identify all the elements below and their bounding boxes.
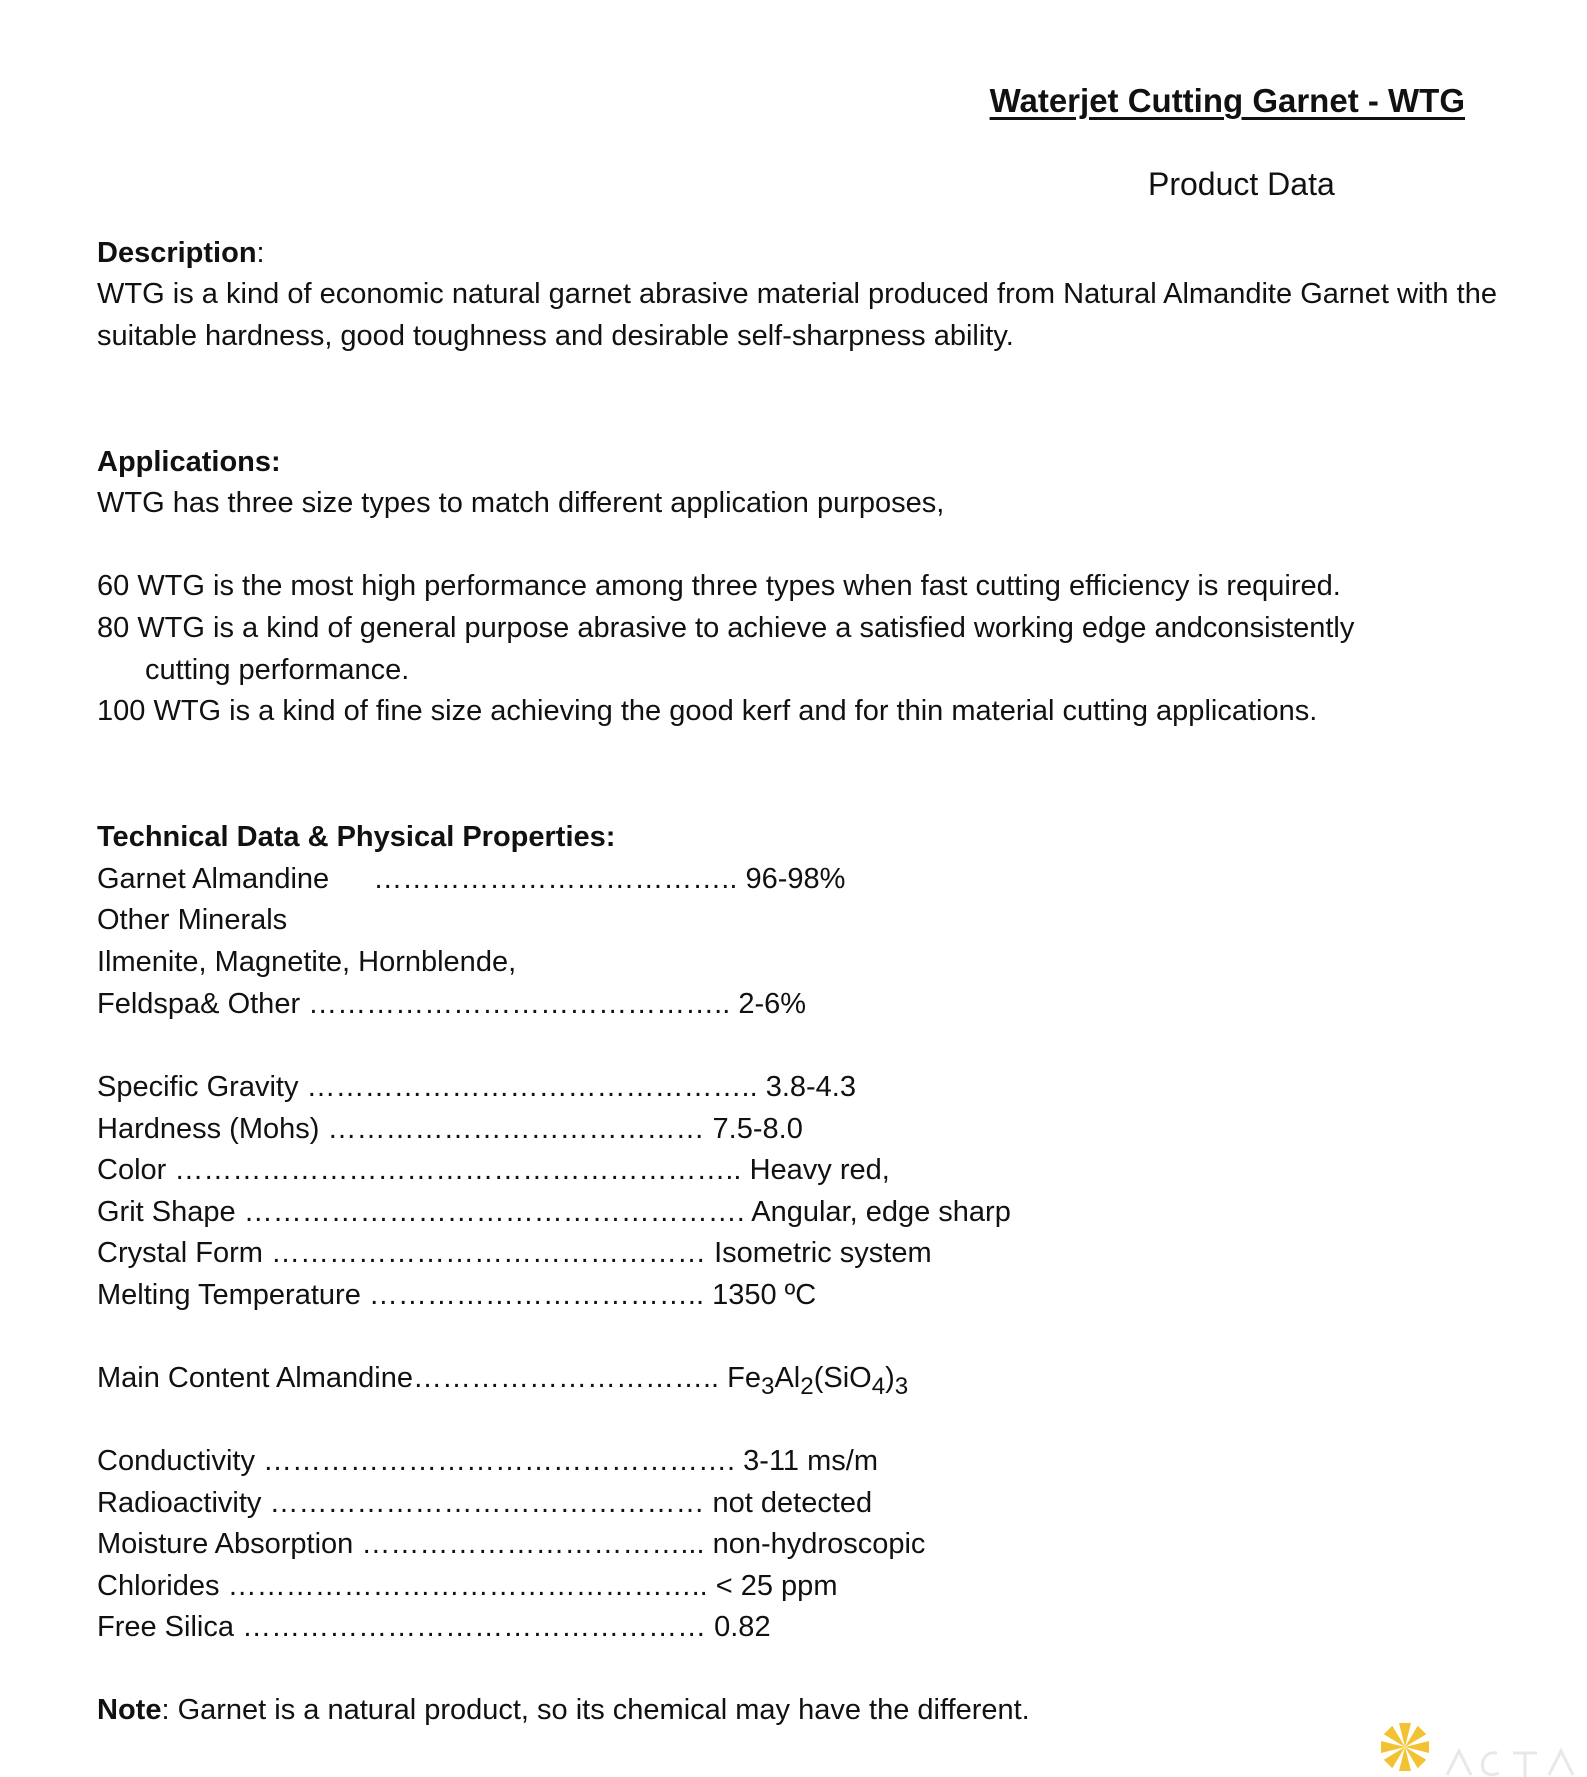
prop-leader: ……………………………... <box>361 1528 705 1560</box>
prop-label: Chlorides <box>97 1570 220 1602</box>
prop-feldspa-other <box>97 983 806 1025</box>
prop-chlorides <box>97 1565 837 1607</box>
prop-label: Crystal Form <box>97 1237 263 1269</box>
prop-value: Isometric system <box>714 1237 932 1269</box>
watermark-logo <box>1367 1705 1587 1777</box>
prop-leader: ……………………………………… <box>271 1237 707 1269</box>
prop-specific-gravity <box>97 1066 856 1108</box>
note-line <box>97 1689 1030 1731</box>
prop-leader: ……………………………………… <box>269 1487 705 1519</box>
application-item-100: 100 WTG is a kind of fine size achieving the good kerf and for thin material cutting applications. <box>97 695 1318 727</box>
prop-leader: …………………………………….. <box>308 988 731 1020</box>
prop-value: 3.8-4.3 <box>765 1071 856 1103</box>
prop-value: 96-98% <box>745 863 846 895</box>
prop-leader: ……………………………………………. <box>243 1196 745 1228</box>
prop-leader: ………………………………………….. <box>227 1570 708 1602</box>
chemical-formula: $Fe_3Al_2(SiO_4)_3$ <box>727 1362 909 1400</box>
prop-main-content <box>97 1357 908 1408</box>
ilmenite-line: Ilmenite, Magnetite, Hornblende, <box>97 946 517 978</box>
prop-leader: …………………………….. <box>368 1279 705 1311</box>
prop-label: Garnet Almandine <box>97 863 330 895</box>
prop-leader: ………………………………… <box>327 1113 705 1145</box>
prop-moisture-absorption <box>97 1523 925 1565</box>
prop-value: 7.5-8.0 <box>712 1113 803 1145</box>
prop-free-silica <box>97 1606 771 1648</box>
prop-value: 3-11 ms/m <box>743 1445 878 1477</box>
description-heading: Description <box>97 237 257 269</box>
prop-garnet-almandine <box>97 858 845 900</box>
prop-leader: ………………………….. <box>412 1362 720 1394</box>
prop-conductivity <box>97 1440 878 1482</box>
prop-leader: ………………………………………………….. <box>174 1154 742 1186</box>
prop-leader: …………………………………………. <box>263 1445 736 1477</box>
application-item-80: 80 WTG is a kind of general purpose abrasive to achieve a satisfied working edge andconsistently cutting performance. <box>97 612 1355 686</box>
document-subtitle: Product Data <box>1148 166 1335 202</box>
prop-label: Grit Shape <box>97 1196 236 1228</box>
technical-heading: Technical Data & Physical Properties: <box>97 821 616 853</box>
prop-hardness <box>97 1108 803 1150</box>
description-heading-line <box>97 232 265 274</box>
applications-intro: WTG has three size types to match different application purposes, <box>97 487 945 519</box>
prop-label: Free Silica <box>97 1611 234 1643</box>
prop-label: Main Content Almandine <box>97 1362 413 1394</box>
prop-leader: ……………………………….. <box>373 863 738 895</box>
sunburst-icon <box>1367 1705 1587 1777</box>
prop-label: Melting Temperature <box>97 1279 361 1311</box>
prop-value: 2-6% <box>738 988 807 1020</box>
prop-leader: ……………………………………….. <box>306 1071 758 1103</box>
prop-grit-shape <box>97 1191 1011 1233</box>
note-label: Note <box>97 1694 162 1726</box>
prop-value: Heavy red, <box>749 1154 890 1186</box>
prop-label: Radioactivity <box>97 1487 262 1519</box>
prop-label: Feldspa& Other <box>97 988 301 1020</box>
applications-heading: Applications: <box>97 446 281 478</box>
prop-value: < 25 ppm <box>715 1570 838 1602</box>
prop-radioactivity <box>97 1482 872 1524</box>
prop-color <box>97 1149 890 1191</box>
prop-value: Angular, edge sharp <box>751 1196 1011 1228</box>
application-item-60: 60 WTG is the most high performance among three types when fast cutting efficiency is required. <box>97 570 1341 602</box>
prop-value: non-hydroscopic <box>712 1528 926 1560</box>
prop-label: Conductivity <box>97 1445 255 1477</box>
prop-label: Hardness (Mohs) <box>97 1113 320 1145</box>
prop-crystal-form <box>97 1232 932 1274</box>
document-title: Waterjet Cutting Garnet - WTG <box>989 82 1465 119</box>
prop-melting-temperature <box>97 1274 816 1316</box>
description-text: WTG is a kind of economic natural garnet abrasive material produced from Natural Almandite Garnet with the suitable hardness, good toughness and desirable self-sharpness ability. <box>97 278 1497 352</box>
prop-label: Specific Gravity <box>97 1071 299 1103</box>
prop-label: Color <box>97 1154 167 1186</box>
note-text: : Garnet is a natural product, so its chemical may have the different. <box>161 1694 1030 1726</box>
prop-value: 0.82 <box>714 1611 771 1643</box>
description-heading-suffix: : <box>256 237 265 269</box>
other-minerals: Other Minerals <box>97 904 288 936</box>
prop-value: not detected <box>712 1487 873 1519</box>
prop-leader: ………………………………………… <box>242 1611 707 1643</box>
prop-value: 1350 ºC <box>712 1279 817 1311</box>
prop-label: Moisture Absorption <box>97 1528 354 1560</box>
